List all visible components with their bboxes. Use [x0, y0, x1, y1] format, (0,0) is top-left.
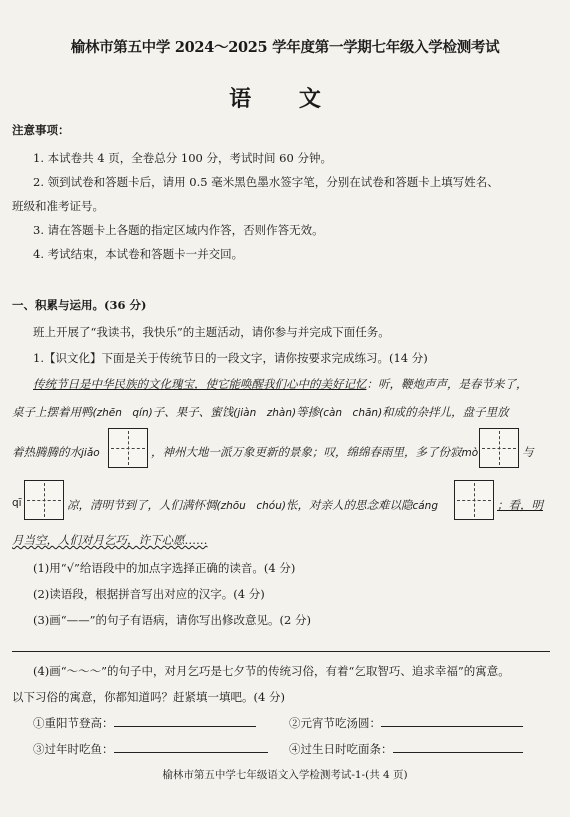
custom-1: ①重阳节登高：	[33, 715, 256, 731]
underlined-sentence: 传统节日是中华民族的文化瑰宝，使它能唤醒我们心中的美好记忆	[33, 377, 367, 391]
writing-box-2[interactable]	[479, 428, 519, 468]
writing-box-3[interactable]	[24, 480, 64, 520]
custom-3: ③过年时吃鱼：	[33, 741, 268, 757]
custom-4-blank[interactable]	[393, 742, 523, 753]
subquestion-2: (2)读语段，根据拼音写出对应的汉字。(4 分)	[33, 587, 265, 601]
custom-3-blank[interactable]	[114, 742, 268, 753]
subquestion-1: (1)用“√”给语段中的加点字选择正确的读音。(4 分)	[33, 561, 296, 575]
passage-line-4-a: 凉，清明节到了，人们满怀惆(zhōu chóu)怅，对亲人的思念难以隐cáng	[67, 498, 438, 512]
subquestion-4-cont: 以下习俗的寓意，你都知道吗？赶紧填一填吧。(4 分)	[12, 690, 285, 704]
passage-line-5: 月当空，人们对月乞巧，许下心愿……	[12, 533, 208, 547]
pinyin-choice-3: (càn chān)	[319, 407, 383, 419]
pinyin-choice-2: (jiàn zhàn)	[233, 407, 297, 419]
passage-line-4-c: ；看，明	[497, 498, 543, 512]
writing-box-1[interactable]	[108, 428, 148, 468]
subquestion-4: (4)画“～～～”的句子中，对月乞巧是七夕节的传统习俗，有着“乞取智巧、追求幸福”的寓意。	[33, 664, 510, 678]
subject-title: 语 文	[229, 86, 341, 112]
notice-item-2: 2. 领到试卷和答题卡后，请用 0.5 毫米黑色墨水签字笔，分别在试卷和答题卡上填写姓名、	[33, 175, 499, 189]
notice-item-1: 1. 本试卷共 4 页，全卷总分 100 分，考试时间 60 分钟。	[33, 151, 332, 165]
custom-1-blank[interactable]	[114, 716, 256, 727]
custom-2-blank[interactable]	[381, 716, 523, 727]
pinyin-choice-1: (zhēn qín)	[92, 407, 153, 419]
subquestion-3: (3)画“——”的句子有语病，请你写出修改意见。(2 分)	[33, 613, 311, 627]
section-intro: 班上开展了“我读书，我快乐”的主题活动，请你参与并完成下面任务。	[33, 325, 390, 339]
section-heading: 一、积累与运用。(36 分)	[12, 298, 147, 312]
answer-line-q3[interactable]	[12, 651, 550, 652]
passage-line-3-a: 着热腾腾的水jiǎo	[12, 445, 100, 459]
passage-line-3-b: ，神州大地一派万象更新的景象；叹，绵绵春雨里，多了份寂mò	[151, 445, 479, 459]
pinyin-choice-4: (zhōu chóu)	[216, 500, 286, 512]
passage-line-1: 传统节日是中华民族的文化瑰宝，使它能唤醒我们心中的美好记忆：听，鞭炮声声，是春节来了，	[33, 377, 528, 391]
pinyin-qi: qī	[12, 497, 22, 509]
notice-item-2-cont: 班级和准考证号。	[12, 199, 104, 213]
custom-2: ②元宵节吃汤圆：	[289, 715, 523, 731]
exam-title: 榆林市第五中学 2024～2025 学年度第一学期七年级入学检测考试	[70, 39, 500, 56]
notice-heading: 注意事项：	[12, 123, 70, 137]
passage-line-3-c: 与	[522, 445, 534, 459]
question-1-title: 1.【识文化】下面是关于传统节日的一段文字，请你按要求完成练习。(14 分)	[33, 351, 428, 365]
custom-4: ④过生日时吃面条：	[289, 741, 523, 757]
notice-item-4: 4. 考试结束，本试卷和答题卡一并交回。	[33, 247, 244, 261]
writing-box-4[interactable]	[454, 480, 494, 520]
passage-line-2: 桌子上摆着用鸭(zhēn qín)子、果子、蜜饯(jiàn zhàn)等掺(càn chān)和成的杂拌儿，盘子里放	[12, 405, 509, 419]
notice-item-3: 3. 请在答题卡上各题的指定区域内作答，否则作答无效。	[33, 223, 324, 237]
page-footer: 榆林市第五中学七年级语文入学检测考试-1-(共 4 页)	[162, 769, 408, 781]
